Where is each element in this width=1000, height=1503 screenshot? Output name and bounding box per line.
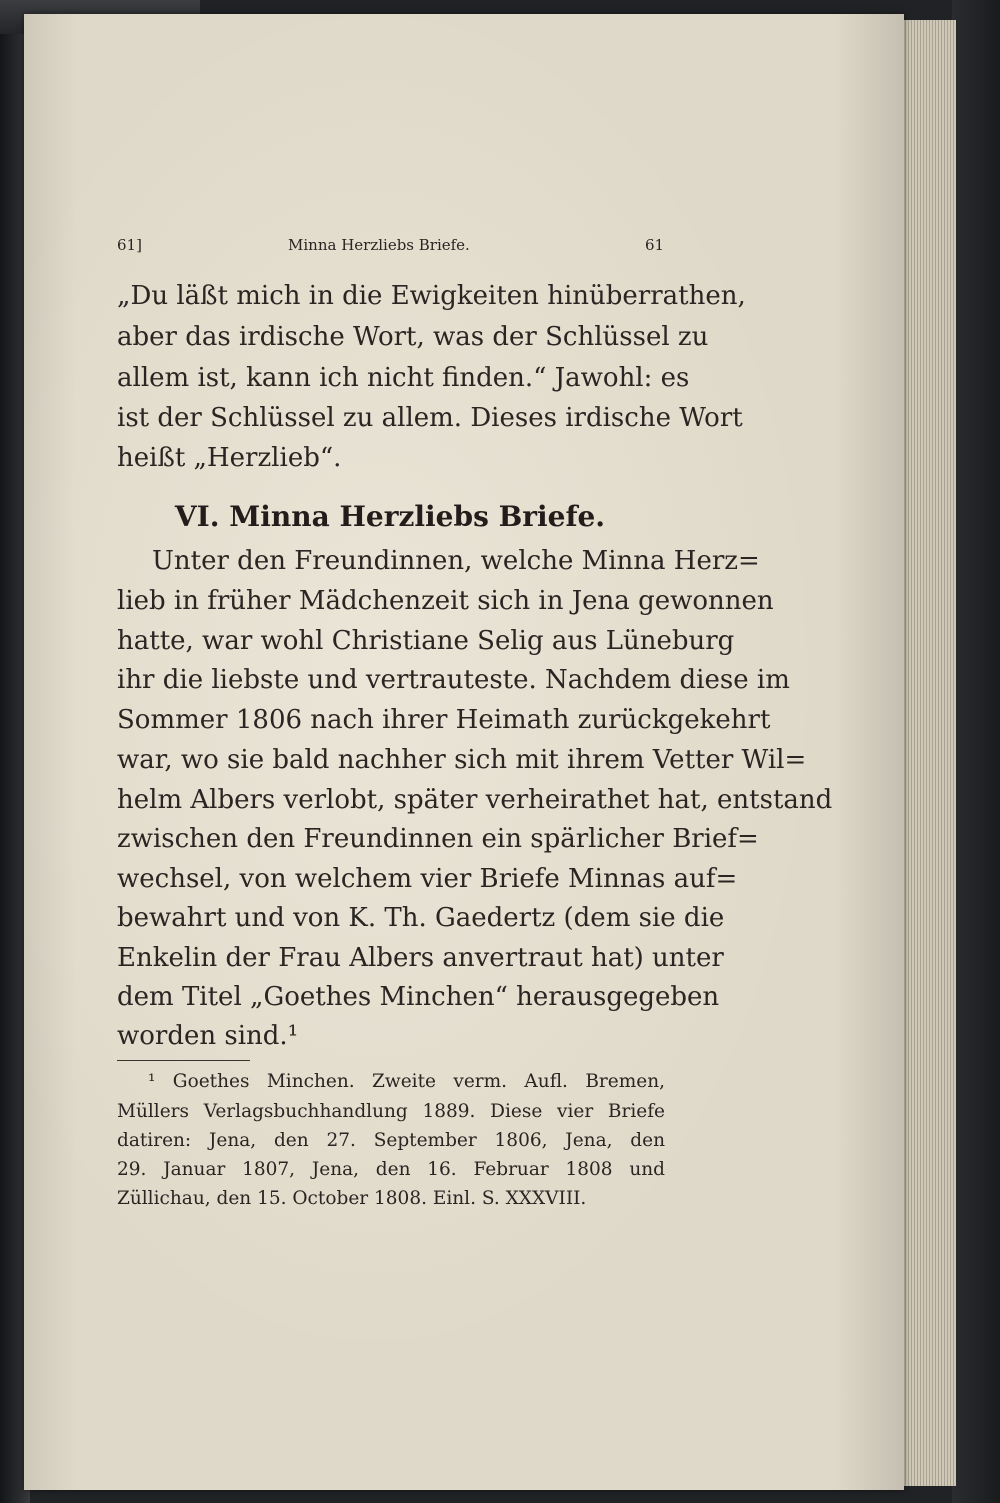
paragraph2-line: helm Albers verlobt, später verheirathet hat, entstand: [117, 785, 833, 815]
page-edges: [900, 20, 956, 1486]
paragraph2-line: lieb in früher Mädchenzeit sich in Jena gewonnen: [117, 586, 774, 616]
footnote-line: Müllers Verlagsbuchhandlung 1889. Diese vier Briefe: [117, 1101, 665, 1122]
paragraph2-line: wechsel, von welchem vier Briefe Minnas auf=: [117, 864, 738, 894]
paragraph2-line: worden sind.¹: [117, 1021, 299, 1051]
running-header-left: 61]: [117, 236, 142, 254]
paragraph2-line: Enkelin der Frau Albers anvertraut hat) unter: [117, 943, 724, 973]
paragraph1-line: allem ist, kann ich nicht finden.“ Jawohl: es: [117, 363, 690, 393]
paragraph2-line: hatte, war wohl Christiane Selig aus Lüneburg: [117, 626, 735, 656]
paragraph2-line: Unter den Freundinnen, welche Minna Herz=: [152, 546, 760, 576]
paragraph1-line: ist der Schlüssel zu allem. Dieses irdische Wort: [117, 403, 743, 433]
book-back-cover: [952, 0, 1000, 1503]
footnote-line: ¹ Goethes Minchen. Zweite verm. Aufl. Bremen,: [148, 1071, 665, 1092]
section-heading: VI. Minna Herzliebs Briefe.: [174, 500, 606, 533]
page-number: 61: [645, 236, 665, 254]
running-header-title: Minna Herzliebs Briefe.: [288, 236, 470, 254]
paragraph2-line: dem Titel „Goethes Minchen“ herausgegeben: [117, 982, 720, 1012]
paragraph2-line: Sommer 1806 nach ihrer Heimath zurückgekehrt: [117, 705, 771, 735]
paragraph2-line: zwischen den Freundinnen ein spärlicher Brief=: [117, 824, 759, 854]
paragraph1-line: heißt „Herzlieb“.: [117, 443, 342, 473]
footnote-line: 29. Januar 1807, Jena, den 16. Februar 1808 und: [117, 1159, 665, 1180]
footnote-line: Züllichau, den 15. October 1808. Einl. S. XXXVIII.: [117, 1188, 587, 1209]
footnote-rule: [117, 1060, 250, 1061]
footnote-line: datiren: Jena, den 27. September 1806, Jena, den: [117, 1130, 665, 1151]
paragraph2-line: war, wo sie bald nachher sich mit ihrem Vetter Wil=: [117, 745, 807, 775]
paragraph1-line: „Du läßt mich in die Ewigkeiten hinüberrathen,: [117, 281, 746, 311]
paragraph1-line: aber das irdische Wort, was der Schlüssel zu: [117, 322, 709, 352]
paragraph2-line: bewahrt und von K. Th. Gaedertz (dem sie die: [117, 903, 725, 933]
paragraph2-line: ihr die liebste und vertrauteste. Nachdem diese im: [117, 665, 790, 695]
